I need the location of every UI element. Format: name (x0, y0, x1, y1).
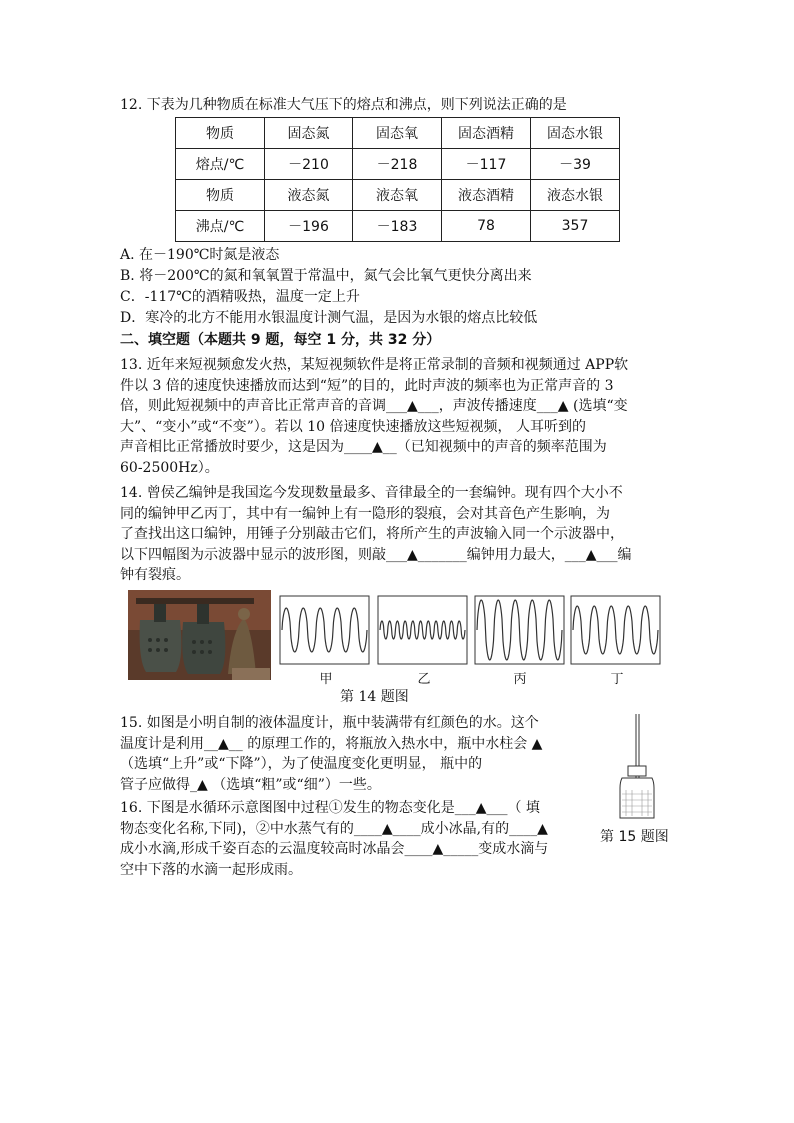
text-line: 了查找出这口编钟，用锤子分别敲击它们，将所产生的声波输入同一个示波器中， (120, 526, 624, 542)
table-cell: 物质 (176, 118, 265, 149)
question-13 (120, 355, 686, 478)
table-cell: 78 (442, 211, 531, 242)
label-yi: 乙 (417, 672, 431, 687)
text-line: 以下四幅图为示波器中显示的波形图，则敲___▲_______编钟用力最大，___▲___编 (120, 546, 632, 563)
text-line: 60-2500Hz）。 (120, 459, 219, 476)
table-cell: －183 (353, 211, 442, 242)
table-cell: －117 (442, 149, 531, 180)
question-16 (120, 798, 590, 880)
table-cell: 液态氧 (353, 180, 442, 211)
text-line: 16. 下图是水循环示意图图中过程①发生的物态变化是___▲___（ 填 (120, 800, 540, 816)
question-12-stem: 12. 下表为几种物质在标准大气压下的熔点和沸点，则下列说法正确的是 (120, 97, 567, 113)
text-line: 管子应做得_▲ （选填“粗”或“细”）一些。 (120, 776, 381, 793)
question-15 (120, 713, 590, 795)
figure-14 (128, 590, 662, 700)
label-jia: 甲 (319, 672, 333, 687)
table-cell: －196 (265, 211, 353, 242)
option-b: B. 将－200℃的氮和氧氧置于常温中，氮气会比氧气更快分离出来 (120, 268, 532, 284)
text-line: 倍，则此短视频中的声音比正常声音的音调___▲___，声波传播速度___▲ (选填“变 (120, 398, 628, 414)
table-cell: 357 (531, 211, 620, 242)
option-a: A. 在－190℃时氮是液态 (120, 247, 280, 263)
text-line: 13. 近年来短视频愈发火热，某短视频软件是将正常录制的音频和视频通过 APP软 (120, 357, 629, 373)
text-line: （选填“上升”或“下降”），为了使温度变化更明显， 瓶中的 (120, 756, 483, 772)
text-line: 大”、“变小”或“不变”）。若以 10 倍速度快速播放这些短视频， 人耳听到的 (120, 418, 586, 435)
table-cell: 物质 (176, 180, 265, 211)
thermometer-figure (612, 712, 660, 824)
table-cell: 熔点/℃ (176, 149, 265, 180)
text-line: 钟有裂痕。 (120, 567, 190, 583)
figure-14-caption: 第 14 题图 (340, 689, 409, 705)
table-row (176, 118, 620, 149)
melting-boiling-table (175, 117, 620, 242)
option-d: D．寒冷的北方不能用水银温度计测气温，是因为水银的熔点比较低 (120, 310, 538, 326)
table-cell: －210 (265, 149, 353, 180)
section-heading: 二、填空题（本题共 9 题，每空 1 分，共 32 分） (120, 332, 441, 348)
text-line: 空中下落的水滴一起形成雨。 (120, 861, 302, 878)
text-line: 成小水滴,形成千姿百态的云温度较高时冰晶会____▲_____变成水滴与 (120, 841, 549, 857)
text-line: 件以 3 倍的速度快速播放而达到“短”的目的，此时声波的频率也为正常声音的 3 (120, 377, 614, 394)
table-cell: 固态水银 (531, 118, 620, 149)
table-cell: 液态氮 (265, 180, 353, 211)
table-cell: －39 (531, 149, 620, 180)
question-14 (120, 483, 686, 586)
table-cell: －218 (353, 149, 442, 180)
bells-photo (128, 590, 271, 680)
text-line: 15. 如图是小明自制的液体温度计，瓶中装满带有红颜色的水。这个 (120, 715, 539, 731)
table-row (176, 211, 620, 242)
text-line: 物态变化名称,下同)，②中水蒸气有的____▲____成小冰晶,有的____▲ (120, 820, 548, 837)
table-cell: 固态酒精 (442, 118, 531, 149)
text-line: 声音相比正常播放时要少，这是因为____▲__（已知视频中的声音的频率范围为 (120, 439, 607, 455)
table-row (176, 180, 620, 211)
table-cell: 液态酒精 (442, 180, 531, 211)
text-line: 同的编钟甲乙丙丁，其中有一编钟上有一隐形的裂痕，会对其音色产生影响，为 (120, 505, 610, 522)
table-cell: 固态氧 (353, 118, 442, 149)
text-line: 温度计是利用__▲__ 的原理工作的，将瓶放入热水中，瓶中水柱会 ▲ (120, 735, 543, 752)
figure-15-caption: 第 15 题图 (600, 829, 669, 845)
text-line: 14. 曾侯乙编钟是我国迄今发现数量最多、音律最全的一套编钟。现有四个大小不 (120, 485, 623, 501)
label-ding: 丁 (610, 672, 624, 687)
table-cell: 沸点/℃ (176, 211, 265, 242)
option-c: C．-117℃的酒精吸热，温度一定上升 (120, 289, 360, 305)
table-cell: 固态氮 (265, 118, 353, 149)
label-bing: 丙 (513, 672, 527, 687)
table-cell: 液态水银 (531, 180, 620, 211)
table-row (176, 149, 620, 180)
